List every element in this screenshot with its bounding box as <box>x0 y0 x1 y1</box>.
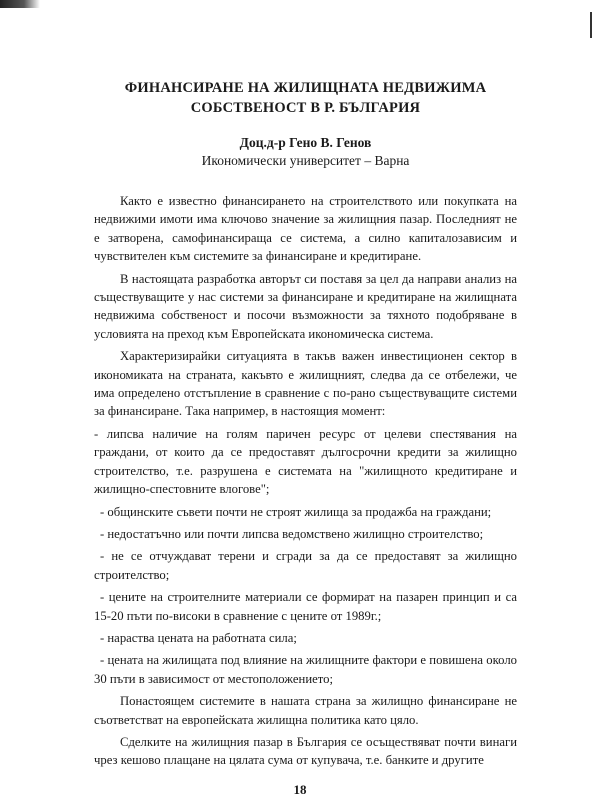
list-item: - нараства цената на работната сила; <box>100 630 297 645</box>
article-body <box>94 192 517 770</box>
paragraph: Сделките на жилищния пазар в България се осъществяват почти винаги чрез кешово плащане на цялата сума от купувача, т.е. банките и другите <box>94 734 517 768</box>
article-title <box>94 78 517 118</box>
page-number: 18 <box>293 782 307 797</box>
list-item: - недостатъчно или почти липсва ведомствено жилищно строителство; <box>100 526 484 541</box>
author-affiliation: Икономически университет – Варна <box>201 153 410 168</box>
paragraph: Понастоящем системите в нашата страна за жилищно финансиране не съответстват на европейската жилищна политика като цяло. <box>94 694 517 727</box>
title-line-2: СОБСТВЕНОСТ В Р. БЪЛГАРИЯ <box>190 100 421 116</box>
paragraph: Както е известно финансирането на строителството или покупката на недвижими имоти има ключово значение за жилищния пазар. Последният не е затворена, самофинансираща се система, а силно капиталозависим и чувствителен към системите за финансиране и кредитиране. <box>94 194 517 264</box>
list-item: - липсва наличие на голям паричен ресурс от целеви спестявания на граждани, от които да се предоставят дългосрочни кредити за жилищно строителство, т.е. разрушена е системата на "жилищното кредитиране и жилищно-спестовните влогове"; <box>94 426 517 497</box>
author-name: Доц.д-р Гено В. Генов <box>239 135 372 150</box>
list-item: - не се отчуждават терени и сгради за да се предоставят за жилищно строителство; <box>94 549 517 582</box>
title-line-1: ФИНАНСИРАНЕ НА ЖИЛИЩНАТА НЕДВИЖИМА <box>124 80 487 96</box>
paragraph: Характеризирайки ситуацията в такъв важен инвестиционен сектор в икономиката на страната, какъвто е жилищният, следва да се отбележи, че има определено отстъпление в сравнение с по-рано съществуващите системи за финансиране. Така например, в настоящия момент: <box>94 349 517 419</box>
list-item: - общинските съвети почти не строят жилища за продажба на граждани; <box>100 504 492 519</box>
list-item: - цената на жилищата под влияние на жилищните фактори е повишена около 30 пъти в зависимост от местоположението; <box>94 653 517 686</box>
paragraph: В настоящата разработка авторът си поставя за цел да направи анализ на съществуващите у нас системи за финансиране и кредитиране на жилищната недвижима собственост и посочи възможности за тяхното подобряване в условията на преход към Европейската икономическа система. <box>94 271 517 341</box>
scan-edge-mark <box>0 0 40 8</box>
list-item: - цените на строителните материали се формират на пазарен принцип и са 15-20 пъти по-високи в сравнение с цените от 1989г.; <box>94 590 517 623</box>
scan-edge-mark-right <box>590 12 592 38</box>
page-content <box>94 78 517 774</box>
